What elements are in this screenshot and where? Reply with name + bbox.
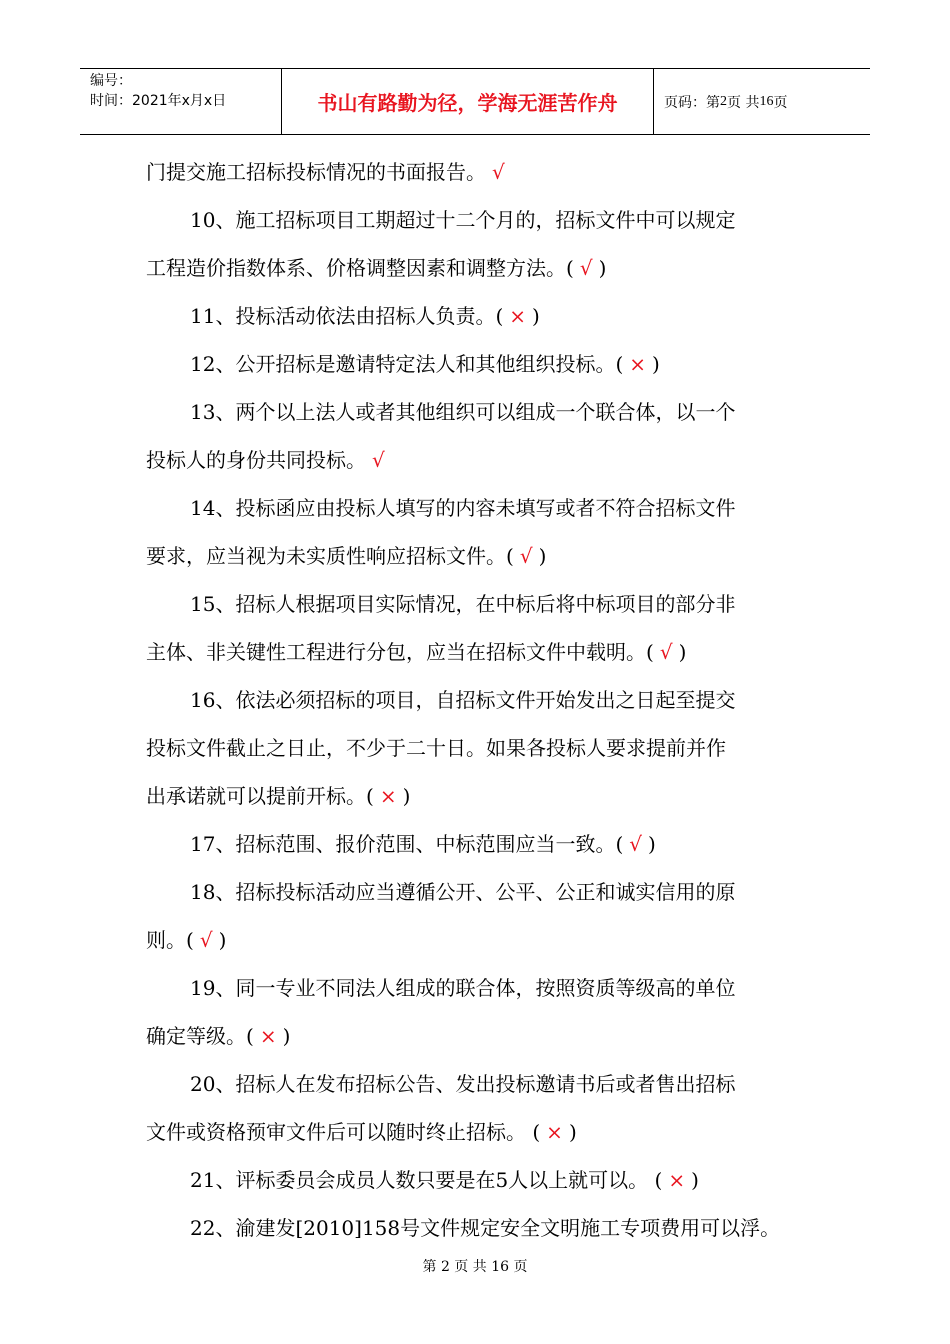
line-tail: ) (652, 352, 660, 376)
text-line (146, 1012, 826, 1060)
text-line (146, 724, 826, 772)
text-line (146, 436, 826, 484)
line-text: 要求，应当视为未实质性响应招标文件。( (146, 544, 514, 568)
line-text: 21、评标委员会成员人数只要是在5人以上就可以。 ( (190, 1168, 663, 1192)
page-mid: 页 共 (727, 94, 760, 111)
text-line (146, 148, 826, 196)
header-page-info (654, 69, 870, 134)
text-line (146, 676, 826, 724)
text-line (146, 484, 826, 532)
line-text: 13、两个以上法人或者其他组织可以组成一个联合体，以一个 (190, 400, 736, 424)
line-tail: ) (402, 784, 411, 808)
line-text: 工程造价指数体系、价格调整因素和调整方法。( (146, 256, 574, 280)
line-text: 主体、非关键性工程进行分包，应当在招标文件中载明。( (146, 640, 654, 664)
text-line (146, 340, 826, 388)
text-line (146, 292, 826, 340)
page-end: 页 (773, 94, 788, 111)
text-line (146, 580, 826, 628)
line-tail: ) (598, 256, 607, 280)
text-line (146, 1204, 826, 1252)
line-tail: ) (538, 544, 547, 568)
page-footer: 第 2 页 共 16 页 (422, 1259, 528, 1275)
line-text: 投标文件截止之日止，不少于二十日。如果各投标人要求提前并作 (146, 736, 726, 760)
line-text: 19、同一专业不同法人组成的联合体，按照资质等级高的单位 (190, 976, 736, 1000)
line-text: 12、公开招标是邀请特定法人和其他组织投标。( (190, 352, 624, 376)
text-line (146, 1156, 826, 1204)
text-line (146, 1060, 826, 1108)
line-text: 20、招标人在发布招标公告、发出投标邀请书后或者售出招标 (190, 1072, 736, 1096)
line-text: 确定等级。( (146, 1024, 254, 1048)
cross-mark-icon: × (379, 784, 397, 808)
line-text: 17、招标范围、报价范围、中标范围应当一致。( (190, 832, 624, 856)
text-line (146, 1108, 826, 1156)
line-text: 15、招标人根据项目实际情况，在中标后将中标项目的部分非 (190, 592, 736, 616)
check-mark-icon: √ (199, 928, 213, 952)
line-tail: ) (678, 640, 687, 664)
page-label: 页码：第 (664, 94, 720, 111)
line-tail: ) (648, 832, 656, 856)
line-tail: ) (568, 1120, 577, 1144)
text-line (146, 772, 826, 820)
line-tail: ) (532, 304, 540, 328)
cross-mark-icon: × (629, 352, 647, 376)
doc-time-label: 时间：2021年x月x日 (90, 93, 227, 109)
check-mark-icon: √ (659, 640, 673, 664)
text-line (146, 916, 826, 964)
text-line (146, 388, 826, 436)
doc-code-label: 编号： (90, 73, 132, 89)
line-text: 出承诺就可以提前开标。( (146, 784, 374, 808)
cross-mark-icon: × (259, 1024, 277, 1048)
line-text: 22、渝建发[2010]158号文件规定安全文明施工专项费用可以浮。 (190, 1216, 781, 1240)
header-motto: 书山有路勤为径，学海无涯苦作舟 (282, 69, 654, 134)
header-meta (80, 69, 282, 134)
line-text: 门提交施工招标投标情况的书面报告。 (146, 160, 486, 184)
page-current: 2 (720, 93, 727, 109)
text-line (146, 820, 826, 868)
line-tail: ) (218, 928, 227, 952)
text-line (146, 868, 826, 916)
line-text: 投标人的身份共同投标。 (146, 448, 366, 472)
check-mark-icon: √ (629, 832, 643, 856)
line-text: 18、招标投标活动应当遵循公开、公平、公正和诚实信用的原 (190, 880, 736, 904)
page-header (80, 68, 870, 135)
line-tail: ) (691, 1168, 699, 1192)
line-text: 10、施工招标项目工期超过十二个月的，招标文件中可以规定 (190, 208, 736, 232)
line-text: 16、依法必须招标的项目，自招标文件开始发出之日起至提交 (190, 688, 736, 712)
text-line (146, 964, 826, 1012)
check-mark-icon: √ (372, 448, 385, 472)
check-mark-icon: √ (579, 256, 593, 280)
cross-mark-icon: × (509, 304, 527, 328)
text-line (146, 628, 826, 676)
check-mark-icon: √ (519, 544, 533, 568)
document-body (146, 148, 826, 1252)
check-mark-icon: √ (492, 160, 505, 184)
line-text: 则。( (146, 928, 194, 952)
text-line (146, 532, 826, 580)
page-total: 16 (759, 93, 774, 109)
text-line (146, 196, 826, 244)
cross-mark-icon: × (546, 1120, 563, 1144)
line-text: 文件或资格预审文件后可以随时终止招标。 ( (146, 1120, 541, 1144)
cross-mark-icon: × (668, 1168, 686, 1192)
text-line (146, 244, 826, 292)
line-text: 11、投标活动依法由招标人负责。( (190, 304, 504, 328)
line-text: 14、投标函应由投标人填写的内容未填写或者不符合招标文件 (190, 496, 736, 520)
line-tail: ) (282, 1024, 291, 1048)
